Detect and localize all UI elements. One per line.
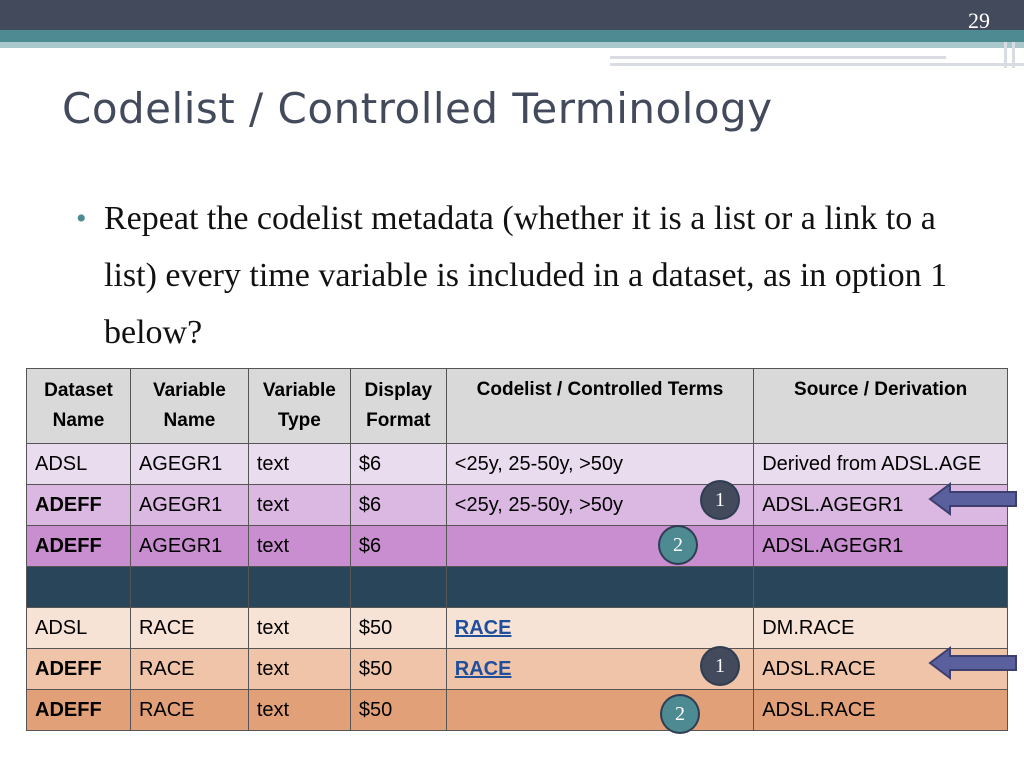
table-row	[27, 608, 1008, 649]
table-cell: text	[248, 485, 350, 526]
table-cell: ADSL.AGEGR1	[754, 485, 1008, 526]
table-cell: $50	[350, 649, 446, 690]
table-cell: ADEFF	[27, 526, 131, 567]
bullet-item	[76, 190, 966, 361]
table-cell: text	[248, 690, 350, 731]
table-cell: $6	[350, 444, 446, 485]
table-cell	[754, 567, 1008, 608]
column-header: Variable Type	[248, 369, 350, 444]
header-band	[0, 0, 1024, 30]
table-cell: <25y, 25-50y, >50y	[446, 485, 753, 526]
bullet-text: Repeat the codelist metadata (whether it is a list or a link to a list) every time variable is included in a dataset, as in option 1 below?	[104, 200, 948, 351]
header-light-band	[0, 42, 1024, 48]
column-header: Display Format	[350, 369, 446, 444]
race-codelist-link[interactable]: RACE	[454, 657, 512, 680]
table-cell: $50	[350, 690, 446, 731]
table-cell: RACE	[130, 649, 248, 690]
table-cell: ADEFF	[27, 690, 131, 731]
left-arrow-icon	[928, 645, 1018, 681]
table-cell: ADSL	[27, 608, 131, 649]
table-row	[27, 690, 1008, 731]
table-cell: ADSL.RACE	[754, 690, 1008, 731]
table-cell: $6	[350, 526, 446, 567]
table-cell: <25y, 25-50y, >50y	[446, 444, 753, 485]
table-cell: ADSL.RACE	[754, 649, 1008, 690]
table-cell: AGEGR1	[130, 444, 248, 485]
table-cell: DM.RACE	[754, 608, 1008, 649]
decorative-line	[1012, 42, 1015, 68]
race-codelist-link[interactable]: RACE	[454, 616, 512, 639]
decorative-line	[610, 56, 946, 59]
column-header: Source / Derivation	[754, 369, 1008, 444]
table-cell: text	[248, 608, 350, 649]
table-cell: $6	[350, 485, 446, 526]
decorative-line	[1004, 42, 1007, 68]
option-1-marker: 1	[702, 648, 738, 684]
table-cell	[446, 608, 753, 649]
table-cell: Derived from ADSL.AGE	[754, 444, 1008, 485]
separator-row	[27, 567, 1008, 608]
table-cell	[446, 690, 753, 731]
table-cell: text	[248, 444, 350, 485]
column-header: Dataset Name	[27, 369, 131, 444]
table-cell	[446, 526, 753, 567]
header-accent-band	[0, 30, 1024, 42]
table-cell: ADSL	[27, 444, 131, 485]
table-cell	[446, 567, 753, 608]
table-cell	[27, 567, 131, 608]
table-cell: ADSL.AGEGR1	[754, 526, 1008, 567]
table-header-row	[27, 369, 1008, 444]
table-row	[27, 485, 1008, 526]
slide-title: Codelist / Controlled Terminology	[62, 84, 773, 133]
table-row	[27, 526, 1008, 567]
page-number: 29	[968, 8, 990, 33]
table-cell	[248, 567, 350, 608]
metadata-table	[26, 368, 1008, 731]
table-cell: RACE	[130, 690, 248, 731]
option-1-marker: 1	[702, 482, 738, 518]
table-row	[27, 649, 1008, 690]
table-cell: ADEFF	[27, 649, 131, 690]
table-cell: AGEGR1	[130, 526, 248, 567]
table-cell: text	[248, 649, 350, 690]
bullet-icon: •	[76, 202, 87, 235]
table-cell	[130, 567, 248, 608]
option-2-marker: 2	[660, 527, 696, 563]
table-cell: RACE	[130, 608, 248, 649]
decorative-line	[610, 63, 1024, 66]
table-cell: $50	[350, 608, 446, 649]
table-cell: ADEFF	[27, 485, 131, 526]
column-header: Variable Name	[130, 369, 248, 444]
table-cell: AGEGR1	[130, 485, 248, 526]
table-row	[27, 444, 1008, 485]
left-arrow-icon	[928, 481, 1018, 517]
table-cell: text	[248, 526, 350, 567]
table-cell	[350, 567, 446, 608]
column-header: Codelist / Controlled Terms	[446, 369, 753, 444]
option-2-marker: 2	[662, 696, 698, 732]
